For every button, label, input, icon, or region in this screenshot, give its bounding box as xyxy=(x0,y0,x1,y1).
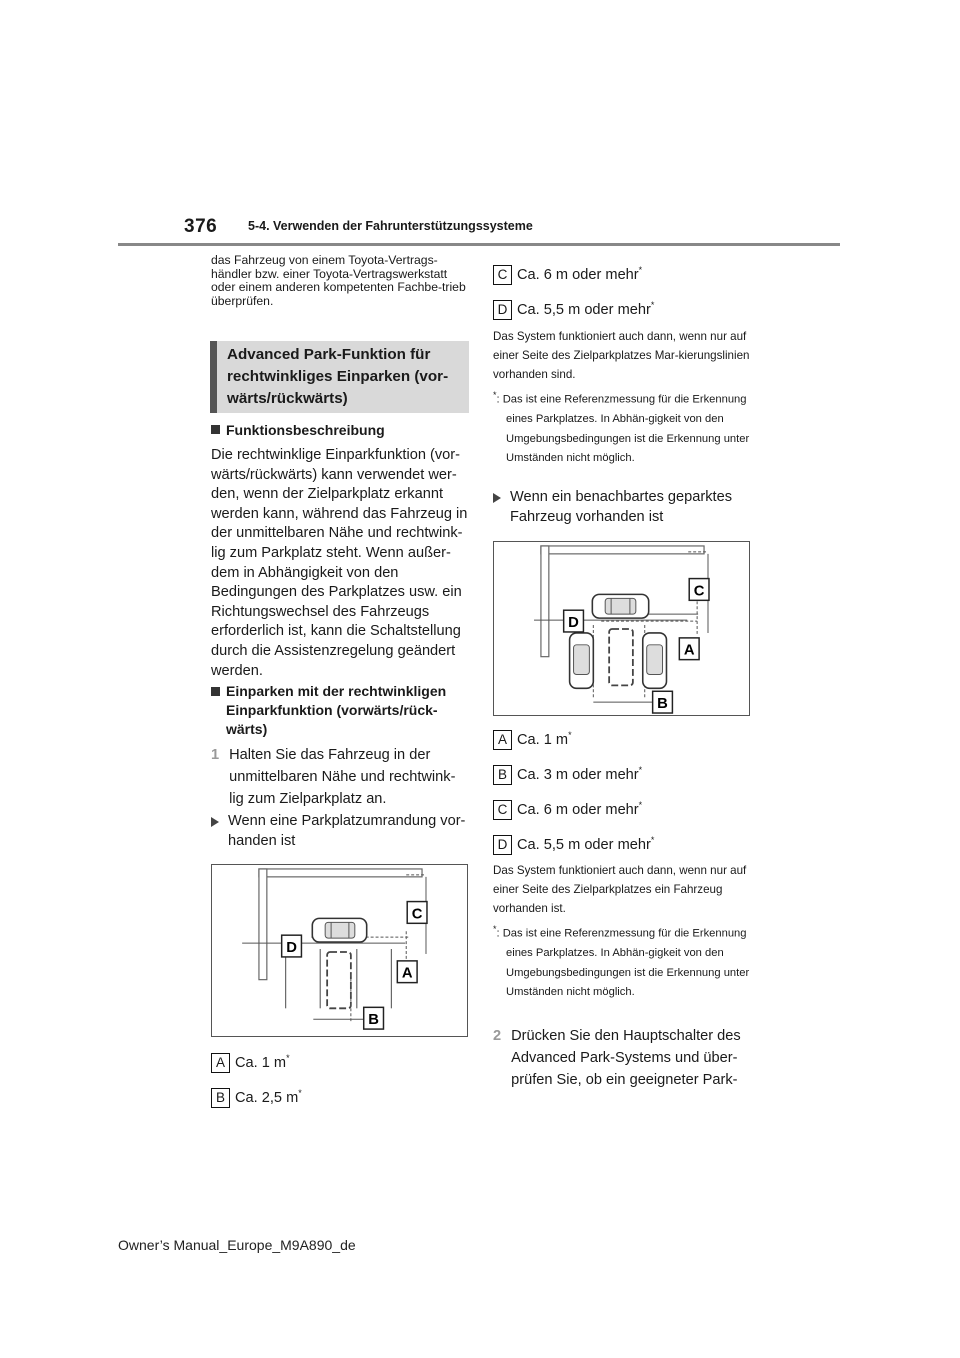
subheading-text: Funktionsbeschreibung xyxy=(226,422,385,438)
step-number: 2 xyxy=(493,1028,502,1044)
case-2-title xyxy=(493,488,753,527)
svg-text:D: D xyxy=(286,939,297,956)
step-text: Halten Sie das Fahrzeug in der unmittelbaren Nähe und rechtwink-lig zum Zielparkplatz an. xyxy=(229,747,456,807)
section-heading-text: Advanced Park-Funktion für rechtwinkliges Einparken (vor-wärts/rückwärts) xyxy=(227,346,449,407)
parked-car-left-icon xyxy=(570,633,594,688)
legend2-item-b: B Ca. 3 m oder mehr* xyxy=(493,759,642,781)
legend2-item-d: D Ca. 5,5 m oder mehr* xyxy=(493,829,654,851)
letter-box: B xyxy=(211,1088,230,1108)
footer-text: Owner’s Manual_Europe_M9A890_de xyxy=(118,1237,356,1253)
svg-text:A: A xyxy=(401,965,413,982)
section-heading xyxy=(210,341,469,413)
case-1-title xyxy=(211,812,467,851)
car-icon xyxy=(312,918,366,942)
car-icon xyxy=(592,594,648,618)
parked-car-right-icon xyxy=(643,633,667,688)
square-bullet-icon xyxy=(211,425,220,434)
svg-text:D: D xyxy=(568,615,579,632)
intro-text: das Fahrzeug von einem Toyota-Vertrags-händler bzw. einer Toyota-Vertragswerkstatt oder einem anderen kompetenten Fachbe-trieb überprüfen. xyxy=(211,253,466,308)
subheading-einparken xyxy=(211,682,469,739)
footnote-2: *: Das ist eine Referenzmessung für die Erkennung eines Parkplatzes. In Abhän-gigkeit von den Umgebungsbedingungen ist die Erkennung unter Umständen nicht möglich. xyxy=(493,924,750,998)
svg-text:C: C xyxy=(693,583,705,600)
label-a xyxy=(397,961,417,983)
label-d xyxy=(564,610,584,632)
case-title-text: Wenn eine Parkplatzumrandung vor-handen ist xyxy=(228,813,466,849)
parking-diagram-2 xyxy=(493,541,750,716)
header-divider xyxy=(118,243,840,246)
letter-box: C xyxy=(493,800,512,820)
svg-text:A: A xyxy=(683,642,695,659)
triangle-bullet-icon xyxy=(211,817,219,827)
svg-text:C: C xyxy=(411,906,423,923)
step-2 xyxy=(493,1025,751,1091)
square-bullet-icon xyxy=(211,687,220,696)
page-number: 376 xyxy=(184,216,218,237)
letter-box: D xyxy=(493,300,512,320)
legend2-item-c: C Ca. 6 m oder mehr* xyxy=(493,794,642,816)
subheading-text: Einparken mit der rechtwinkligen Einparkfunktion (vorwärts/rück-wärts) xyxy=(226,683,447,737)
legend2-item-a: A Ca. 1 m* xyxy=(493,724,572,746)
legend-item-c: C Ca. 6 m oder mehr* xyxy=(493,259,642,281)
svg-text:B: B xyxy=(657,696,668,713)
letter-box: A xyxy=(211,1053,230,1073)
note-2: Das System funktioniert auch dann, wenn nur auf einer Seite des Zielparkplatzes ein Fahrzeug vorhanden ist. xyxy=(493,864,747,915)
letter-box: C xyxy=(493,265,512,285)
label-b xyxy=(364,1007,384,1029)
triangle-bullet-icon xyxy=(493,493,501,503)
section-title: 5-4. Verwenden der Fahrunterstützungssysteme xyxy=(248,219,533,233)
letter-box: B xyxy=(493,765,512,785)
case-title-text: Wenn ein benachbartes geparktes Fahrzeug vorhanden ist xyxy=(510,489,733,525)
step-number: 1 xyxy=(211,747,220,763)
letter-box: A xyxy=(493,730,512,750)
label-c xyxy=(689,579,709,601)
step-1 xyxy=(211,744,467,810)
letter-box: D xyxy=(493,835,512,855)
legend-item-a: A Ca. 1 m* xyxy=(211,1047,290,1069)
legend-item-d: D Ca. 5,5 m oder mehr* xyxy=(493,294,654,316)
label-c xyxy=(407,902,427,924)
note-1: Das System funktioniert auch dann, wenn nur auf einer Seite des Zielparkplatzes Mar-kierungslinien vorhanden sind. xyxy=(493,330,750,381)
svg-text:B: B xyxy=(368,1012,379,1029)
footnote-1: *: Das ist eine Referenzmessung für die Erkennung eines Parkplatzes. In Abhän-gigkeit von den Umgebungsbedingungen ist die Erkennung unter Umständen nicht möglich. xyxy=(493,390,750,464)
legend-item-b: B Ca. 2,5 m* xyxy=(211,1082,302,1104)
step-text: Drücken Sie den Hauptschalter des Advanced Park-Systems und über-prüfen Sie, ob ein geeigneter Park- xyxy=(511,1028,741,1088)
label-b xyxy=(653,691,673,713)
parking-diagram-1 xyxy=(211,864,468,1037)
description-body: Die rechtwinklige Einparkfunktion (vor-wärts/rückwärts) kann verwendet wer-den, wenn der Zielparkplatz erkannt werden kann, während das Fahrzeug in der unmittelbaren Nähe und rechtwink-lig zum Parkplatz steht. Wenn außer-dem in Abhängigkeit von den Bedingungen des Parkplatzes usw. ein Richtungswechsel des Fahrzeugs erforderlich ist, kann die Schaltstellung durch die Assistenzregelung geändert werden. xyxy=(211,447,468,679)
label-a xyxy=(679,638,699,660)
label-d xyxy=(282,935,302,957)
subheading-funktionsbeschreibung xyxy=(211,421,469,440)
